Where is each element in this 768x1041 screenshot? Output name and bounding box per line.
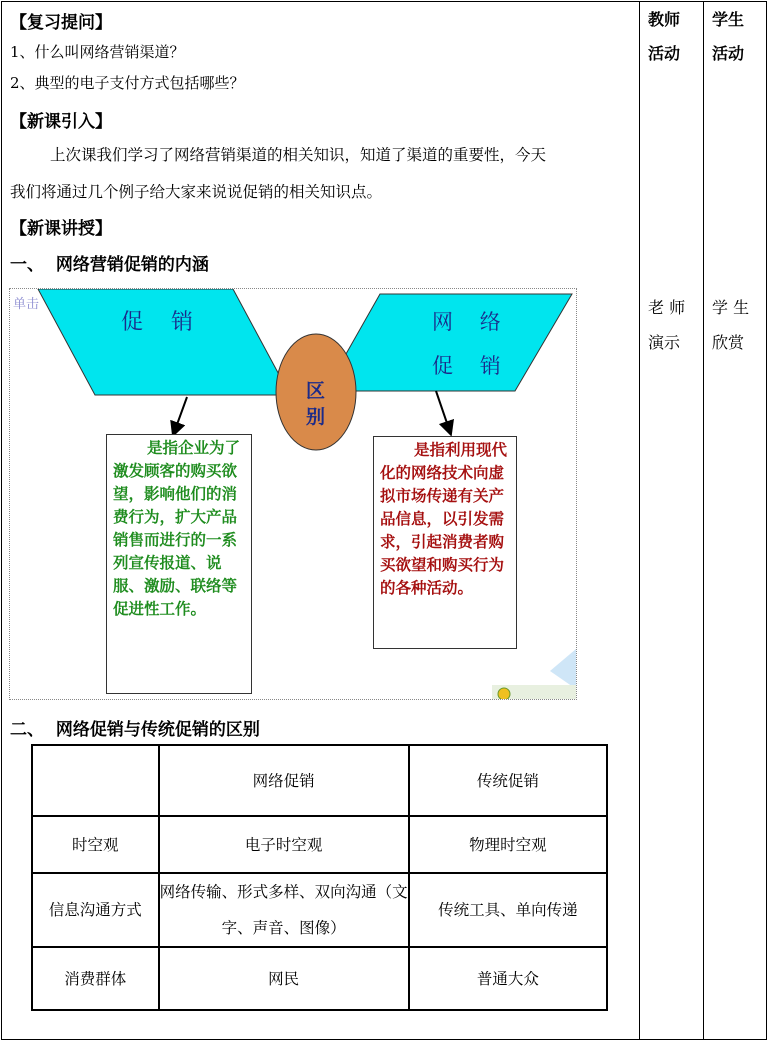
- table-header-traditional: 传统促销: [409, 745, 607, 816]
- intro-heading: 【新课引入】: [10, 112, 112, 132]
- table-cell: 消费群体: [32, 947, 159, 1010]
- table-row: [32, 947, 607, 1010]
- student-activity-header: 学生 活动: [712, 10, 745, 63]
- table-cell: 网络传输、形式多样、双向沟通（文字、声音、图像）: [159, 873, 409, 947]
- intro-paragraph-line-2: 我们将通过几个例子给大家来说说促销的相关知识点。: [10, 183, 383, 201]
- student-activity-note: 学 生 欣赏: [712, 298, 750, 352]
- left-shape-label: 促 销: [121, 310, 193, 335]
- lecture-heading: 【新课讲授】: [10, 219, 112, 239]
- teacher-activity-header: 教师 活动: [648, 10, 681, 63]
- table-cell: 电子时空观: [159, 816, 409, 873]
- table-corner-cell: [32, 745, 159, 816]
- right-shape-label-2: 促 销: [432, 354, 501, 378]
- column-divider-teacher: [639, 2, 640, 1039]
- table-cell: 信息沟通方式: [32, 873, 159, 947]
- circle-label-1: 区: [306, 380, 326, 402]
- table-cell: 物理时空观: [409, 816, 607, 873]
- table-cell: 普通大众: [409, 947, 607, 1010]
- section-1-title: 一、 网络营销促销的内涵: [10, 255, 209, 275]
- table-cell: 网民: [159, 947, 409, 1010]
- promotion-diagram: [9, 288, 577, 700]
- corner-decoration: [550, 649, 576, 689]
- circle-label-2: 别: [306, 406, 326, 428]
- right-arrow: [436, 391, 449, 429]
- left-arrow: [175, 397, 187, 430]
- corner-label: 单击: [13, 297, 40, 312]
- table-cell: 传统工具、单向传递: [409, 873, 607, 947]
- table-row: [32, 873, 607, 947]
- traditional-promotion-definition: 是指企业为了激发顾客的购买欲望，影响他们的消费行为，扩大产品销售而进行的一系列宣传报道、说服、激励、联络等促进性工作。: [106, 434, 252, 694]
- review-question-1: 1、什么叫网络营销渠道？: [10, 43, 185, 61]
- corner-button-icon: [498, 688, 510, 699]
- table-row: [32, 816, 607, 873]
- intro-paragraph-line-1: 上次课我们学习了网络营销渠道的相关知识，知道了渠道的重要性，今天: [50, 146, 547, 164]
- review-heading: 【复习提问】: [10, 13, 112, 33]
- table-header-row: [32, 745, 607, 816]
- section-2-title: 二、 网络促销与传统促销的区别: [10, 720, 260, 740]
- table-header-online: 网络促销: [159, 745, 409, 816]
- teacher-activity-note: 老 师 演示: [648, 298, 686, 352]
- column-divider-student: [703, 2, 704, 1039]
- review-question-2: 2、典型的电子支付方式包括哪些？: [10, 74, 245, 92]
- right-shape-label-1: 网 络: [432, 310, 501, 334]
- comparison-table: [31, 744, 608, 1011]
- online-promotion-definition: 是指利用现代化的网络技术向虚拟市场传递有关产品信息，以引发需求，引起消费者购买欲望和购买行为的各种活动。: [373, 436, 517, 649]
- table-cell: 时空观: [32, 816, 159, 873]
